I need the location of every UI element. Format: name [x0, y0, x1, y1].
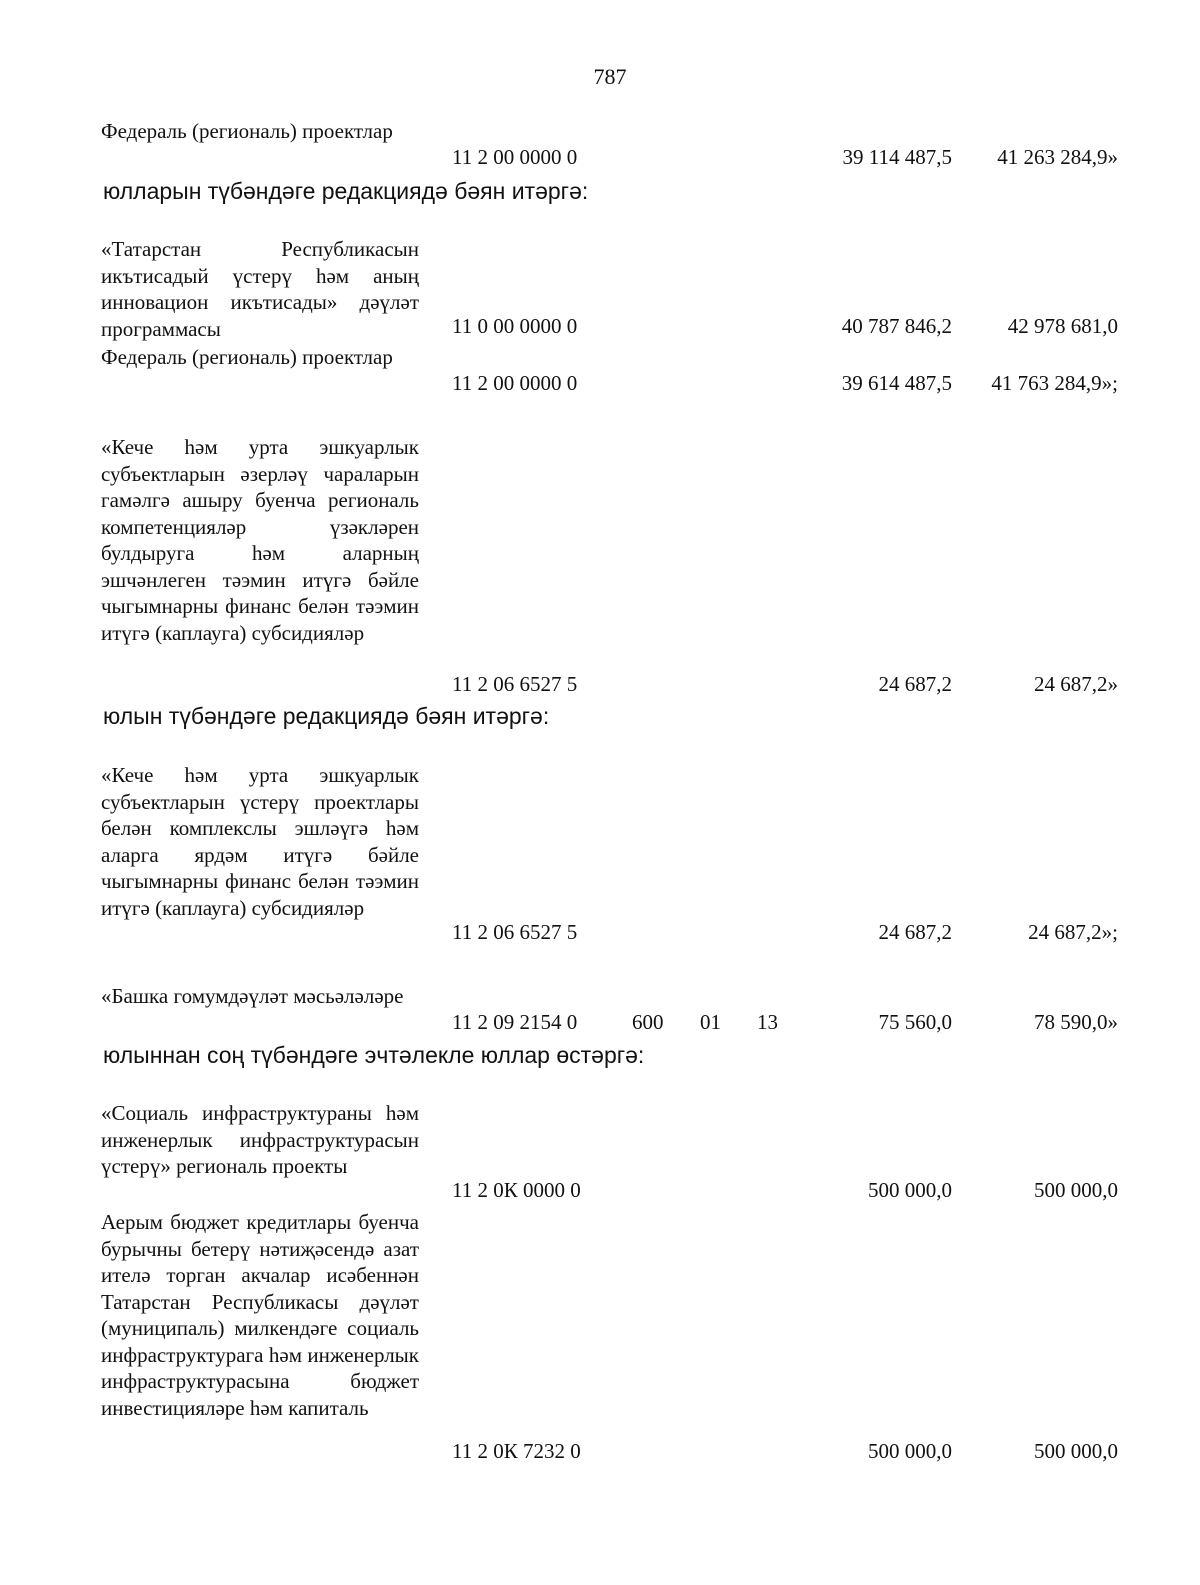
- row-code: 11 2 0К 7232 0: [452, 1439, 581, 1463]
- row-code: 11 2 09 2154 0: [452, 1010, 578, 1034]
- row-label: «Татарстан Республикасын икътисадый үстерү һәм аның инновацион икътисады» дәүләт программасы: [101, 237, 419, 341]
- row-code: 11 0 00 0000 0: [452, 314, 578, 338]
- row-value-year2: 500 000,0: [1034, 1439, 1118, 1463]
- row-label: «Кече һәм урта эшкуарлык субъектларын әзерләү чараларын гамәлгә ашыру буенча региональ компетенцияләр үзәкләрен булдыруга һәм аларның эшчәнлеген тәэмин итүгә бәйле чыгымнарны финанс белән тәэмин итүгә (каплауга) субсидияләр: [101, 435, 419, 645]
- row-value-year1: 500 000,0: [868, 1439, 952, 1463]
- row-label: Федераль (региональ) проектлар: [101, 119, 393, 143]
- row-code: 11 2 06 6527 5: [452, 672, 578, 696]
- row-code: 11 2 0К 0000 0: [452, 1178, 581, 1202]
- row-column-1: 600: [632, 1010, 664, 1034]
- row-label: «Социаль инфраструктураны һәм инженерлык инфраструктурасын үстерү» региональ проекты: [101, 1101, 419, 1178]
- row-label: «Кече һәм урта эшкуарлык субъектларын үстерү проектлары белән комплекслы эшләүгә һәм аларга ярдәм итүгә бәйле чыгымнарны финанс белән тәэмин итүгә (каплауга) субсидияләр: [101, 763, 419, 920]
- row-code: 11 2 00 0000 0: [452, 371, 578, 395]
- row-value-year2: 41 763 284,9»;: [991, 371, 1118, 395]
- row-value-year1: 39 614 487,5: [841, 371, 952, 395]
- row-value-year1: 24 687,2: [878, 672, 952, 696]
- row-label: Федераль (региональ) проектлар: [101, 345, 393, 369]
- row-value-year1: 39 114 487,5: [842, 145, 952, 169]
- row-value-year2: 42 978 681,0: [1007, 314, 1118, 338]
- page-number: 787: [593, 64, 627, 89]
- row-value-year2: 24 687,2»;: [1028, 920, 1118, 944]
- row-code: 11 2 00 0000 0: [452, 145, 578, 169]
- row-label: Аерым бюджет кредитлары буенча бурычны бетерү нәтиҗәсендә азат ителә торган акчалар исәбеннән Татарстан Республикасы дәүләт (муниципаль) милкендәге социаль инфраструктурага һәм инженерлык инфраструктурасына бюджет инвестицияләре һәм капиталь: [101, 1210, 419, 1420]
- row-value-year2: 78 590,0»: [1034, 1010, 1118, 1034]
- row-value-year2: 24 687,2»: [1034, 672, 1118, 696]
- row-value-year2: 41 263 284,9»: [997, 145, 1118, 169]
- row-value-year1: 75 560,0: [878, 1010, 952, 1034]
- row-code: 11 2 06 6527 5: [452, 920, 578, 944]
- row-value-year1: 40 787 846,2: [841, 314, 952, 338]
- row-value-year1: 24 687,2: [878, 920, 952, 944]
- row-column-3: 13: [757, 1010, 778, 1034]
- instruction-text: юлларын түбәндәге редакциядә бәян итәргә:: [103, 178, 589, 204]
- row-column-2: 01: [700, 1010, 721, 1034]
- row-value-year1: 500 000,0: [868, 1178, 952, 1202]
- instruction-text: юлыннан соң түбәндәге эчтәлекле юллар өстәргә:: [103, 1042, 645, 1068]
- row-value-year2: 500 000,0: [1034, 1178, 1118, 1202]
- instruction-text: юлын түбәндәге редакциядә бәян итәргә:: [103, 703, 550, 729]
- row-label: «Башка гомумдәүләт мәсьәләләре: [101, 984, 404, 1008]
